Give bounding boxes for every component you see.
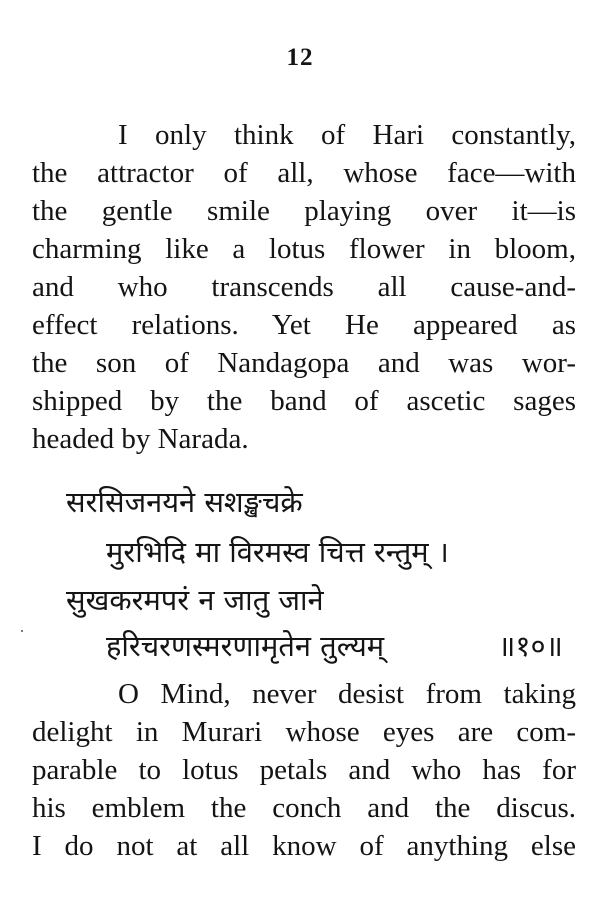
paragraph-2: [32, 675, 576, 865]
paragraph-line: I only think of Hari constantly,: [118, 119, 576, 151]
paragraph-line: his emblem the conch and the discus.: [32, 792, 576, 824]
paragraph-line: charming like a lotus flower in bloom,: [32, 233, 576, 265]
verse-line: सरसिजनयने सशङ्खचक्रे: [66, 485, 303, 519]
verse-line: हरिचरणस्मरणामृतेन तुल्यम्: [106, 629, 385, 663]
verse-number: ॥१०॥: [498, 629, 563, 663]
paragraph-line: the gentle smile playing over it—is: [32, 195, 576, 227]
paragraph-line: the attractor of all, whose face—with: [32, 157, 576, 189]
paragraph-line: shipped by the band of ascetic sages: [32, 385, 576, 417]
paragraph-1: [32, 116, 576, 458]
paragraph-line: effect relations. Yet He appeared as: [32, 309, 576, 341]
paragraph-line: and who transcends all cause-and-: [32, 271, 576, 303]
paragraph-line: headed by Narada.: [32, 423, 249, 455]
page-number: 12: [286, 44, 314, 71]
paragraph-line: the son of Nandagopa and was wor-: [32, 347, 576, 379]
paragraph-line: parable to lotus petals and who has for: [32, 754, 576, 786]
verse-line: मुरभिदि मा विरमस्व चित्त रन्तुम् ।: [106, 535, 449, 569]
paragraph-line: O Mind, never desist from taking: [118, 678, 576, 710]
paragraph-line: I do not at all know of anything else: [32, 830, 576, 862]
paragraph-line: delight in Murari whose eyes are com-: [32, 716, 576, 748]
verse-line: सुखकरमपरं न जातु जाने: [66, 583, 324, 617]
print-speck: [21, 630, 23, 632]
